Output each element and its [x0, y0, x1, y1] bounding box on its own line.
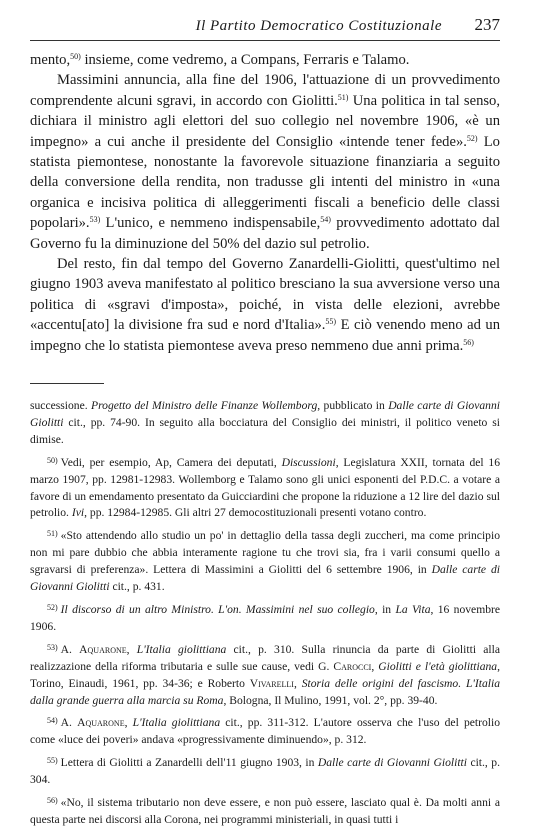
- text-span: , Legislatura XXII, tornata del 16 marzo 1907, pp. 12981-12983. Wollemborg e Talamo sono gli unici esponenti del P.D.C. a votare a favore di un emendamento presentato da Guicciardini che propone la riduzione a 12 lire del dazio sul petrolio.: [30, 455, 500, 520]
- text-span: Lo statista piemontese, nonostante la favorevole situazione finanziaria a seguito della conversione della rendita, non tradusse gli intenti del ministro in «una organica e incisiva politica di alleggerimenti fiscali a beneficio delle classi popolari».: [30, 133, 500, 232]
- text-span: «Sto attendendo allo studio un po' in dettaglio della tassa degli zuccheri, ma come principio non mi pare dubbio che abbia interamente ragione tu che trovi sia, fra i varii consumi quello a sgravarsi di preferenza». Lettera di Massimini a Giolitti del 6 settembre 1906, in: [30, 529, 500, 577]
- text-span: Dalle carte di Giovanni Giolitti: [30, 563, 500, 594]
- footnote-ref-56[interactable]: 56): [463, 337, 474, 347]
- text-span: Massimini annuncia, alla fine del 1906, l'attuazione di un provvedimento comprendente alcuni sgravi, in accordo con Giolitti.: [30, 72, 500, 109]
- text-span: Aquarone: [77, 716, 125, 730]
- text-span: , 16 novembre 1906.: [30, 602, 501, 633]
- text-span: Dalle carte di Giovanni Giolitti: [317, 756, 467, 770]
- text-span: Una politica in tal senso, dichiara il ministro agli elettori del suo collegio nel novembre 1906, «è un impegno» a cui anche il presidente del Consiglio «intende tener fede».: [30, 92, 500, 150]
- footnote-55: [30, 755, 500, 789]
- text-span: , Torino, Einaudi, 1961, pp. 34-36; e Roberto: [30, 659, 500, 690]
- footnote-ref-55[interactable]: 55): [325, 317, 337, 327]
- footnote-ref-53[interactable]: 53): [89, 215, 101, 225]
- text-span: Giolitti e l'età giolittiana: [378, 659, 498, 673]
- text-span: Discussioni: [281, 455, 336, 469]
- text-span: L'Italia giolittiana: [132, 716, 221, 730]
- text-span: , in: [374, 602, 396, 616]
- footnote-53: [30, 642, 500, 710]
- footnote-number: 56): [47, 796, 58, 806]
- footnote-52: [30, 602, 500, 636]
- text-span: Del resto, fin dal tempo del Governo Zanardelli-Giolitti, quest'ultimo nel giugno 1903 aveva manifestato al politico bresciano la sua avversione verso una politica di «sgravi d'imposta», poiché, in vista delle elezioni, avrebbe «accentu[ato] la divisione fra sud e nord d'Italia».: [30, 256, 500, 334]
- main-text: [30, 50, 500, 356]
- footnotes: [30, 398, 500, 835]
- text-span: A.: [60, 716, 78, 730]
- text-span: L'Italia giolittiana: [136, 642, 227, 656]
- text-span: E ciò venendo meno ad un impegno che lo statista piemontese aveva preso nemmeno due anni prima.: [30, 317, 500, 354]
- footnote-50: [30, 455, 500, 523]
- text-span: ,: [371, 659, 379, 673]
- text-span: cit., p. 431.: [109, 580, 165, 594]
- text-span: insieme, come vedremo, a Compans, Ferraris e Talamo.: [80, 52, 410, 68]
- text-span: , pubblicato in: [317, 399, 389, 412]
- text-span: cit., pp. 311-312. L'autore osserva che l'uso del petrolio come «luce dei poveri» andava «progressivamente diminuendo», p. 312.: [30, 716, 501, 747]
- footnote-continuation: [30, 398, 500, 449]
- text-span: , pp. 12984-12985. Gli altri 27 democostituzionali presenti votano contro.: [84, 506, 427, 520]
- paragraph-1: [30, 50, 500, 70]
- footnote-ref-50[interactable]: 50): [70, 52, 81, 61]
- text-span: Storia delle origini del fascismo. L'Italia dalla grande guerra alla marcia su Roma: [30, 676, 500, 707]
- text-span: Carocci: [333, 659, 372, 673]
- text-span: Il discorso di un altro Ministro. L'on. Massimini nel suo collegio: [60, 602, 375, 616]
- text-span: ,: [293, 676, 302, 690]
- text-span: Progetto del Ministro delle Finanze Wollemborg: [90, 399, 318, 412]
- text-span: cit., pp. 74-90. In seguito alla bocciatura del Consiglio dei ministri, il politico veneto si dimise.: [30, 415, 500, 446]
- footnote-ref-51[interactable]: 51): [337, 92, 349, 102]
- text-span: Vivarelli: [249, 676, 294, 690]
- text-span: cit., p. 310. Sulla rinuncia da parte di Giolitti alla realizzazione della riforma tributaria e sulle sue cause, vedi G.: [30, 642, 500, 673]
- footnote-number: 52): [47, 602, 58, 612]
- text-span: «No, il sistema tributario non deve essere, e non può essere, lasciato qual è. Da molti anni a questa parte nei discorsi alla Corona, nei programmi ministeriali, in quasi tutti i: [30, 796, 500, 826]
- text-span: ,: [124, 716, 133, 730]
- text-span: Ivi: [71, 506, 85, 520]
- text-span: mento,: [30, 52, 71, 68]
- footnote-number: 54): [47, 716, 58, 726]
- footnote-54: [30, 715, 500, 749]
- footnote-separator: [30, 383, 104, 384]
- text-span: , Bologna, Il Mulino, 1991, vol. 2°, pp. 39-40.: [223, 693, 438, 707]
- footnote-number: 51): [47, 529, 58, 539]
- footnote-ref-52[interactable]: 52): [466, 133, 478, 143]
- footnote-number: 50): [47, 455, 58, 465]
- paragraph-2: [30, 70, 500, 254]
- text-span: Vedi, per esempio, Ap, Camera dei deputati,: [60, 455, 282, 469]
- text-span: successione.: [30, 399, 91, 412]
- text-span: ,: [126, 642, 137, 656]
- footnote-number: 53): [47, 642, 58, 652]
- text-span: Lettera di Giolitti a Zanardelli dell'11 giugno 1903, in: [60, 756, 318, 770]
- text-span: A.: [60, 642, 80, 656]
- text-span: Aquarone: [79, 642, 127, 656]
- text-span: cit., p. 304.: [30, 756, 500, 787]
- running-title: Il Partito Democratico Costituzionale: [195, 18, 442, 34]
- text-span: provvedimento adottato dal Governo fu la diminuzione del 50% del dazio sul petrolio.: [30, 215, 500, 252]
- text-span: La Vita: [395, 602, 431, 616]
- footnote-56: [30, 795, 500, 829]
- paragraph-3: [30, 254, 500, 356]
- text-span: L'unico, e nemmeno indispensabile,: [100, 215, 321, 232]
- page-number: 237: [474, 15, 500, 34]
- footnote-51: [30, 528, 500, 596]
- footnote-number: 55): [47, 756, 58, 766]
- footnote-ref-54[interactable]: 54): [320, 215, 331, 225]
- running-header: [30, 14, 500, 41]
- text-span: Dalle carte di Giovanni Giolitti: [30, 399, 500, 429]
